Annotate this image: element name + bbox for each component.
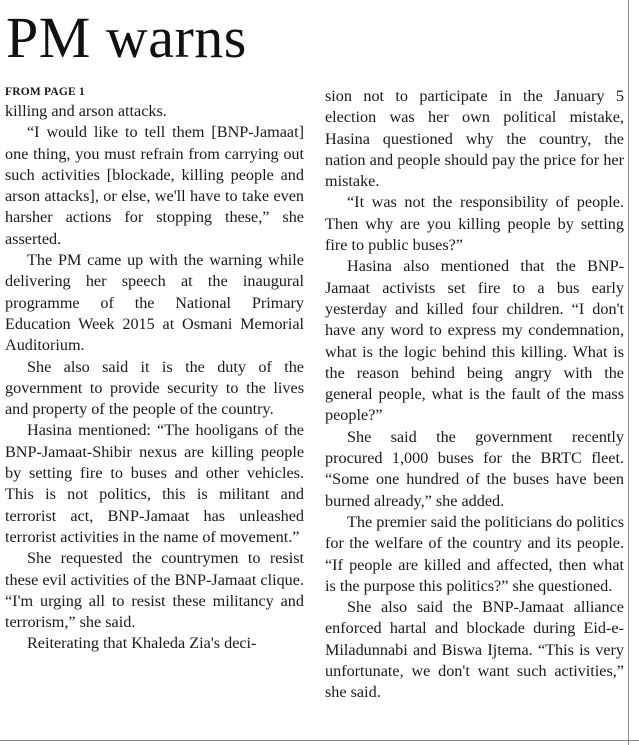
page-rule-bottom	[0, 740, 639, 741]
article-column-right	[325, 86, 624, 704]
headline: PM warns	[6, 5, 247, 70]
paragraph: Hasina also mentioned that the BNP-Jamaat activists set fire to a bus early yesterday and killed four children. “I don't have any word to express my condemnation, what is the logic behind this killing. What is the reason behind being angry with the general people, what is the fault of the mass people?”	[325, 257, 624, 425]
paragraph: “I would like to tell them [BNP-Jamaat] one thing, you must refrain from carrying out such activities [blockade, killing people and arson attacks], or else, we'll have to take even harsher actions for stopping these,” she asserted.	[5, 123, 304, 248]
paragraph: The premier said the politicians do politics for the welfare of the country and its people. “If people are killed and affected, then what is the purpose this politics?” she questioned.	[325, 512, 624, 595]
paragraph: killing and arson attacks.	[5, 102, 167, 120]
paragraph: “It was not the responsibility of people. Then why are you killing people by setting fire to public buses?”	[325, 193, 624, 255]
paragraph: She said the government recently procured 1,000 buses for the BRTC fleet. “Some one hundred of the buses have been burned already,” she added.	[325, 427, 624, 510]
dateline: FROM PAGE 1	[5, 86, 85, 98]
paragraph: sion not to participate in the January 5 election was her own political mistake, Hasina questioned why the country, the nation and people should pay the price for her mistake.	[325, 87, 624, 191]
paragraph: She requested the countrymen to resist these evil activities of the BNP-Jamaat clique. “I'm urging all to resist these militancy and terrorism,” she said.	[5, 549, 304, 632]
paragraph: She also said it is the duty of the government to provide security to the lives and property of the people of the country.	[5, 357, 304, 419]
paragraph: Reiterating that Khaleda Zia's deci-	[27, 634, 257, 653]
column-rule-right	[628, 0, 629, 745]
paragraph: Hasina mentioned: “The hooligans of the BNP-Jamaat-Shibir nexus are killing people by setting fire to buses and other vehicles. This is not politics, this is militant and terrorist act, BNP-Jamaat has unleashed terrorist activities in the name of movement.”	[5, 421, 304, 546]
article-column-left	[5, 84, 304, 655]
paragraph: The PM came up with the warning while delivering her speech at the inaugural programme of the National Primary Education Week 2015 at Osmani Memorial Auditorium.	[5, 251, 304, 355]
paragraph: She also said the BNP-Jamaat alliance enforced hartal and blockade during Eid-e-Miladunnabi and Biswa Ijtema. “This is very unfortunate, we don't want such activities,” she said.	[325, 598, 624, 702]
